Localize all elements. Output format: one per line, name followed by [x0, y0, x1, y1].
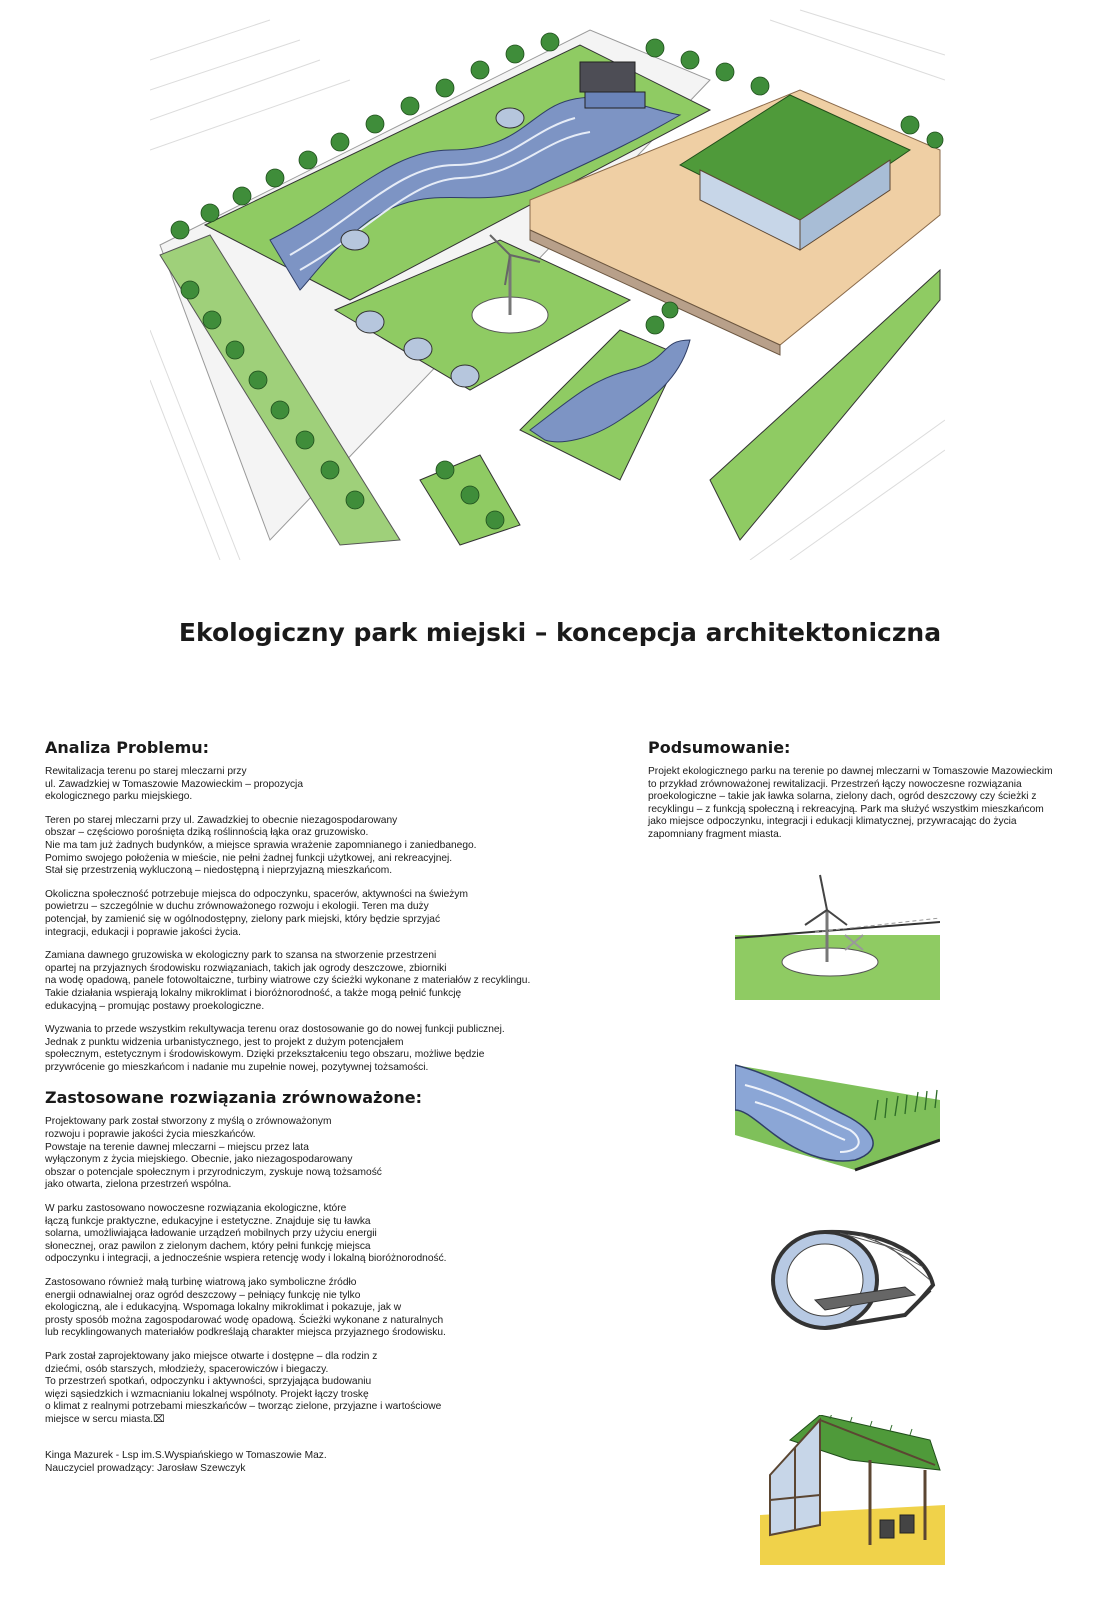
summary-paragraph: Projekt ekologicznego parku na terenie po dawnej mleczarni w Tomaszowie Mazowieckim to przykład zrównoważonej rewitalizacji. Przestrzeń łączy nowoczesne rozwiązania proekologiczne – takie jak ławka solarna, zielony dach, ogród deszczowy czy ścieżki z recyklingu – z funkcją społeczną i rekreacyjną. Park ma służyć wszystkim mieszkańcom jako miejsce odpoczynku, integracji i edukacji klimatycznej, przywracając do życia zapomniany fragment miasta. — [648, 766, 1053, 840]
analysis-paragraph: Zamiana dawnego gruzowiska w ekologiczny park to szansa na stworzenie przestrzeni opartej na przyjaznych środowisku rozwiązaniach, takich jak ogrody deszczowe, zbiorniki na wodę opadową, panele fotowoltaiczne, turbiny wiatrowe czy ścieżki wykonane z materiałów z recyklingu. Takie działania wspierają lokalny mikroklimat i bioróżnorodność, a także mogą pełnić funkcję edukacyjną – promując postawy proekologiczne. — [45, 950, 531, 1012]
author-line: Kinga Mazurek - Lsp im.S.Wyspiańskiego w Tomaszowie Maz. — [45, 1449, 327, 1461]
rain-garden-illustration — [735, 1040, 940, 1180]
solutions-paragraph: Projektowany park został stworzony z myślą o zrównoważonym rozwoju i poprawie jakości życia mieszkańców. Powstaje na terenie dawnej mleczarni – miejscu przez lata wyłączonym z życia miejskiego. Obecnie, jako niezagospodarowany obszar o potencjale społecznym i przyrodniczym, zyskuje nową tożsamość jako otwarta, zielona przestrzeń wspólna. — [45, 1116, 382, 1191]
green-roof-pavilion-illustration — [760, 1415, 945, 1565]
solutions-paragraph: Park został zaprojektowany jako miejsce otwarte i dostępne – dla rodzin z dziećmi, osób starszych, młodzieży, spacerowiczów i biegaczy. To przestrzeń spotkań, odpoczynku i aktywności, sprzyjająca budowaniu więzi sąsiedzkich i wzmacnianiu lokalnej wspólnoty. Projekt łączy troskę o klimat z realnymi potrzebami mieszkańców – tworząc zielone, przyjazne i wartościowe miejsce w sercu miasta.⌧ — [45, 1350, 442, 1425]
solutions-paragraph: Zastosowano również małą turbinę wiatrową jako symboliczne źródło energii odnawialnej oraz ogród deszczowy – pełniący funkcję nie tylko ekologiczną, ale i edukacyjną. Wspomaga lokalny mikroklimat i pokazuje, jak w prosty sposób można zagospodarować wodę opadową. Ścieżki wykonane z naturalnych lub recyklingowanych materiałów podkreślają charakter miejsca przyjaznego środowisku. — [45, 1277, 446, 1339]
right-column — [648, 738, 1078, 853]
pavilion-capsule-illustration — [765, 1225, 940, 1345]
analysis-paragraph: Teren po starej mleczarni przy ul. Zawadzkiej to obecnie niezagospodarowany obszar – częściowo porośnięta dziką roślinnością łąka oraz gruzowisko. Nie ma tam już żadnych budynków, a miejsce sprawia wrażenie zapomnianego i zaniedbanego. Pomimo swojego położenia w mieście, nie pełni żadnej funkcji użytkowej, ani rekreacyjnej. Stał się przestrzenią wykluczoną – niedostępną i nieprzyjazną mieszkańcom. — [45, 814, 477, 877]
left-column — [45, 738, 605, 1475]
summary-heading: Podsumowanie: — [648, 738, 791, 757]
solutions-paragraph: W parku zastosowano nowoczesne rozwiązania ekologiczne, które łączą funkcje praktyczne, edukacyjne i estetyczne. Znajduje się tu ławka solarna, umożliwiająca ładowanie urządzeń mobilnych przy użyciu energii słonecznej, oraz pawilon z zielonym dachem, który pełni funkcję miejsca odpoczynku i integracji, a jednocześnie wspiera retencję wody i lokalną bioróżnorodność. — [45, 1203, 447, 1265]
page-title: Ekologiczny park miejski – koncepcja architektoniczna — [178, 618, 942, 647]
wind-turbine-illustration — [735, 870, 940, 1000]
credits — [45, 1449, 605, 1475]
teacher-line: Nauczyciel prowadzący: Jarosław Szewczyk — [45, 1462, 246, 1474]
analysis-paragraph: Rewitalizacja terenu po starej mleczarni przy ul. Zawadzkiej w Tomaszowie Mazowieckim – propozycja ekologicznego parku miejskiego. — [45, 766, 303, 803]
park-aerial-illustration — [150, 0, 945, 560]
solutions-heading: Zastosowane rozwiązania zrównoważone: — [45, 1088, 422, 1108]
analysis-heading: Analiza Problemu: — [45, 738, 210, 757]
analysis-paragraph: Okoliczna społeczność potrzebuje miejsca do odpoczynku, spacerów, aktywności na świeżym powietrzu – szczególnie w duchu zrównoważonego rozwoju i ekologii. Teren ma duży potencjał, by zamienić się w ogólnodostępny, zielony park miejski, który będzie sprzyjać integracji, edukacji i poprawie jakości życia. — [45, 888, 468, 938]
analysis-paragraph: Wyzwania to przede wszystkim rekultywacja terenu oraz dostosowanie go do nowej funkcji publicznej. Jednak z punktu widzenia urbanistycznego, jest to projekt z dużym potencjałem społecznym, estetycznym i środowiskowym. Dzięki przekształceniu tego obszaru, możliwe będzie przywrócenie go mieszkańcom i nadanie mu zupełnie nowej, pozytywnej tożsamości. — [45, 1024, 505, 1073]
